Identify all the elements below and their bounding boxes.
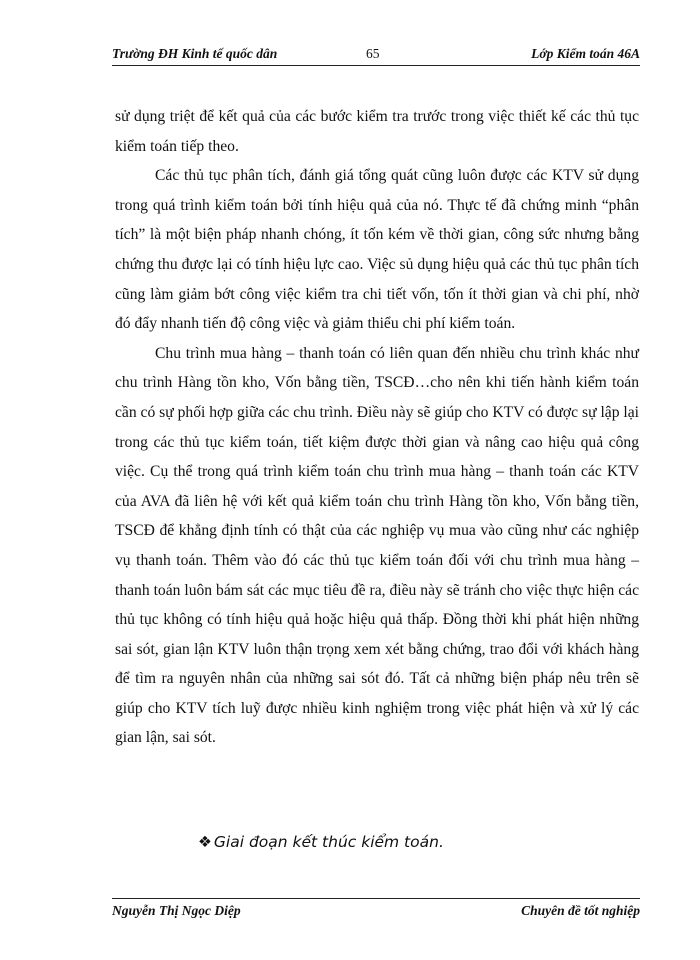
page-footer xyxy=(112,903,640,923)
page-number: 65 xyxy=(366,46,380,61)
section-heading xyxy=(198,833,444,851)
footer-divider xyxy=(112,898,640,899)
document-body xyxy=(115,102,639,753)
footer-author: Nguyễn Thị Ngọc Diệp xyxy=(112,903,241,918)
paragraph-continuation: sử dụng triệt để kết quả của các bước kiểm tra trước trong việc thiết kế các thủ tục kiểm toán tiếp theo. xyxy=(115,108,639,155)
section-title: Giai đoạn kết thúc kiểm toán. xyxy=(213,833,444,851)
header-class: Lớp Kiểm toán 46A xyxy=(531,46,640,61)
header-divider xyxy=(112,65,640,66)
footer-document-type: Chuyên đề tốt nghiệp xyxy=(521,903,640,918)
page-header xyxy=(112,46,640,66)
paragraph-purchase-cycle: Chu trình mua hàng – thanh toán có liên quan đến nhiều chu trình khác như chu trình Hàng tồn kho, Vốn bằng tiền, TSCĐ…cho nên khi tiến hành kiểm toán cần có sự phối hợp giữa các chu trình. Điều này sẽ giúp cho KTV có được sự lập lại trong các thủ tục kiểm toán, tiết kiệm được thời gian và nâng cao hiệu quả công việc. Cụ thể trong quá trình kiểm toán chu trình mua hàng – thanh toán các KTV của AVA đã liên hệ với kết quả kiểm toán chu trình Hàng tồn kho, Vốn bằng tiền, TSCĐ để khẳng định tính có thật của các nghiệp vụ mua vào cũng như các nghiệp vụ thanh toán. Thêm vào đó các thủ tục kiểm toán đối với chu trình mua hàng – thanh toán luôn bám sát các mục tiêu đề ra, điều này sẽ tránh cho việc thực hiện các thủ tục không có tính hiệu quả hoặc hiệu quả thấp. Đồng thời khi phát hiện những sai sót, gian lận KTV luôn thận trọng xem xét bằng chứng, trao đổi với khách hàng để tìm ra nguyên nhân của những sai sót đó. Tất cả những biện pháp nêu trên sẽ giúp cho KTV tích luỹ được nhiều kinh nghiệm trong việc phát hiện và xử lý các gian lận, sai sót. xyxy=(115,344,639,747)
diamond-bullet-icon: ❖ xyxy=(198,833,212,851)
header-school: Trường ĐH Kinh tế quốc dân xyxy=(112,46,278,61)
paragraph-analysis: Các thủ tục phân tích, đánh giá tổng quát cũng luôn được các KTV sử dụng trong quá trình kiểm toán bởi tính hiệu quả của nó. Thực tế đã chứng minh “phân tích” là một biện pháp nhanh chóng, ít tốn kém về thời gian, công sức nhưng bằng chứng thu được lại có tính hiệu lực cao. Việc sủ dụng hiệu quả các thủ tục phân tích cũng làm giảm bớt công việc kiểm tra chi tiết vốn, tốn ít thời gian và chi phí, nhờ đó đẩy nhanh tiến độ công việc và giảm thiểu chi phí kiểm toán. xyxy=(115,167,639,333)
